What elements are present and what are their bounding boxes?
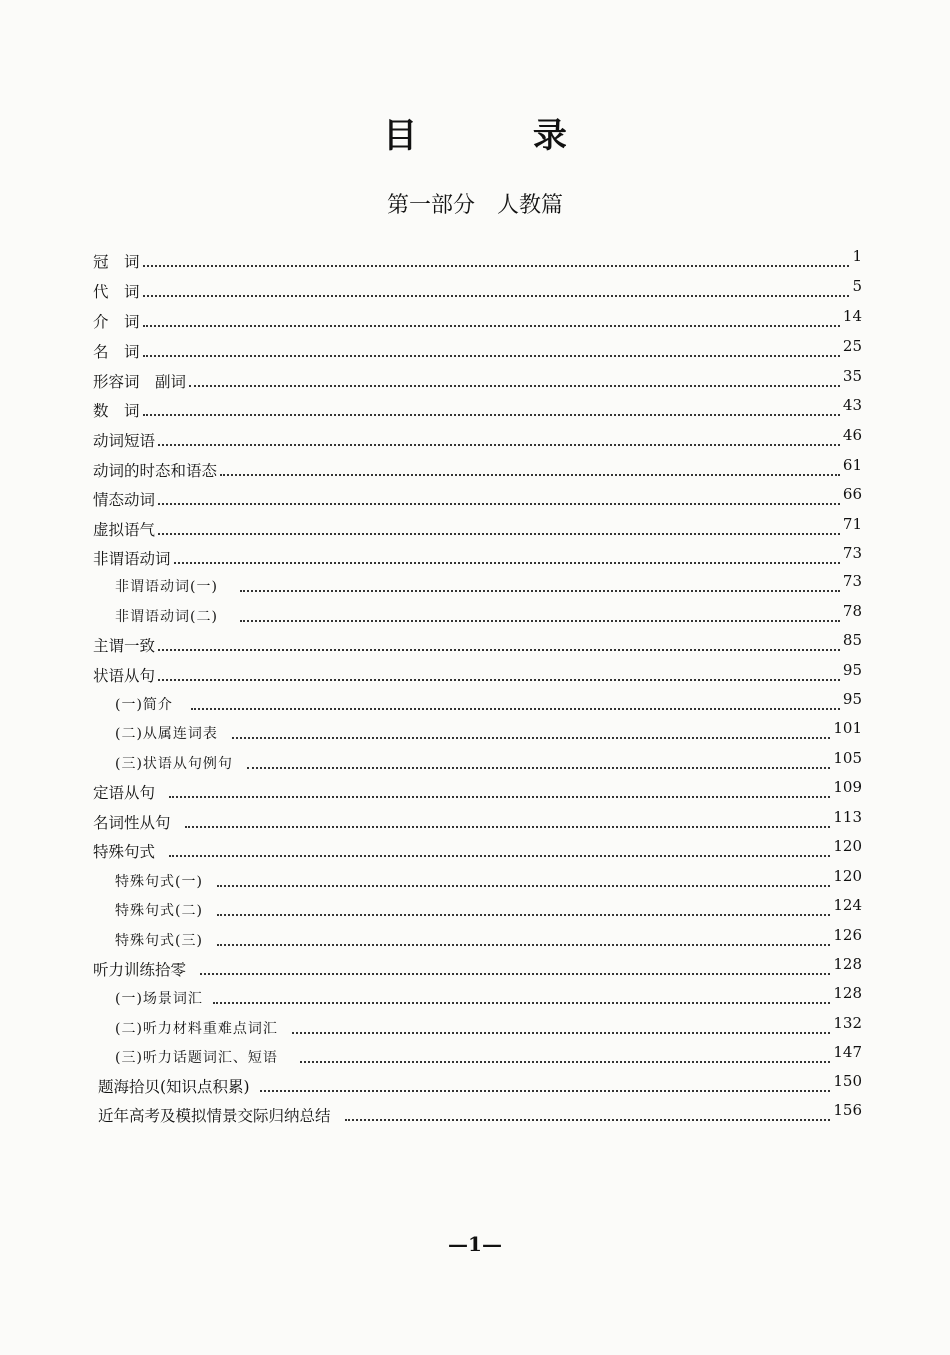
leader-dots (300, 1060, 830, 1063)
toc-subentry[interactable] (115, 691, 862, 715)
toc-entry-page: 35 (842, 367, 862, 385)
leader-dots (260, 1089, 831, 1092)
toc-entry-page: 1 (852, 247, 862, 265)
leader-dots (169, 795, 830, 798)
toc-entry[interactable] (93, 427, 862, 451)
leader-dots (240, 619, 840, 622)
toc-entry-label: (三)状语从句例句 (115, 756, 233, 772)
toc-subentry[interactable] (115, 1044, 862, 1068)
toc-entry-label: 特殊句式(三) (115, 933, 203, 949)
toc-entry-label: 听力训练拾零 (93, 961, 187, 979)
toc-subentry[interactable] (115, 868, 862, 892)
leader-dots (247, 766, 830, 769)
toc-entry-page: 126 (833, 926, 862, 944)
leader-dots (220, 473, 840, 476)
toc-entry-label: 情态动词 (93, 491, 156, 509)
leader-dots (213, 1001, 830, 1004)
leader-dots (158, 532, 840, 535)
leader-dots (200, 972, 830, 975)
toc-entry-label: 介 词 (93, 313, 140, 331)
toc-entry-page: 85 (842, 631, 862, 649)
leader-dots (240, 589, 840, 592)
toc-entry[interactable] (93, 662, 862, 686)
toc-subentry[interactable] (115, 897, 862, 921)
toc-entry-label: (一)场景词汇 (115, 991, 203, 1007)
toc-entry[interactable] (93, 956, 862, 980)
toc-entry-label: 近年高考及模拟情景交际归纳总结 (98, 1107, 331, 1125)
toc-entry-label: 动词的时态和语态 (93, 462, 218, 480)
toc-entry[interactable] (98, 1073, 862, 1097)
toc-entry-page: 95 (842, 661, 862, 679)
leader-dots (158, 678, 840, 681)
toc-entry-page: 61 (842, 456, 862, 474)
leader-dots (158, 502, 840, 505)
toc-entry-label: 冠 词 (93, 253, 140, 271)
toc-entry-page: 101 (833, 719, 862, 737)
toc-entry[interactable] (93, 516, 862, 540)
toc-entry-page: 46 (842, 426, 862, 444)
toc-entry[interactable] (93, 457, 862, 481)
leader-dots (232, 736, 830, 739)
page-title: 目 录 (383, 116, 619, 156)
leader-dots (174, 561, 840, 564)
toc-entry-page: 113 (833, 808, 862, 826)
toc-entry-page: 73 (842, 544, 862, 562)
toc-entry[interactable] (93, 779, 862, 803)
toc-entry-label: (三)听力话题词汇、短语 (115, 1050, 278, 1066)
toc-entry-label: 非谓语动词(二) (115, 609, 218, 625)
toc-entry[interactable] (93, 278, 862, 302)
toc-subentry[interactable] (115, 985, 862, 1009)
toc-entry-page: 95 (842, 690, 862, 708)
toc-entry[interactable] (93, 486, 862, 510)
toc-entry-page: 43 (842, 396, 862, 414)
toc-entry[interactable] (93, 809, 862, 833)
toc-entry-page: 128 (833, 955, 862, 973)
toc-entry-label: 非谓语动词(一) (115, 579, 218, 595)
toc-entry-label: 数 词 (93, 402, 140, 420)
toc-entry-page: 71 (842, 515, 862, 533)
leader-dots (345, 1118, 831, 1121)
page-number: —1— (448, 1232, 502, 1256)
toc-subentry[interactable] (115, 573, 862, 597)
toc-entry[interactable] (93, 308, 862, 332)
leader-dots (217, 913, 830, 916)
toc-entry-label: 状语从句 (93, 667, 156, 685)
toc-entry-label: 形容词 副词 (93, 373, 187, 391)
toc-entry-label: 名词性从句 (93, 814, 171, 832)
toc-entry[interactable] (93, 838, 862, 862)
leader-dots (191, 707, 840, 710)
part-title-name: 人教篇 (497, 193, 564, 218)
leader-dots (217, 884, 830, 887)
toc-subentry[interactable] (115, 750, 862, 774)
toc-entry-label: 定语从句 (93, 784, 156, 802)
toc-entry-label: (二)从属连词表 (115, 726, 218, 742)
toc-entry-label: (一)简介 (115, 697, 173, 713)
leader-dots (189, 384, 840, 387)
toc-entry-page: 66 (842, 485, 862, 503)
toc-entry-label: 特殊句式(一) (115, 874, 203, 890)
toc-entry-label: 非谓语动词 (93, 550, 171, 568)
toc-entry-page: 150 (833, 1072, 862, 1090)
toc-entry-page: 120 (833, 867, 862, 885)
leader-dots (143, 294, 850, 297)
toc-entry[interactable] (93, 632, 862, 656)
toc-entry-page: 5 (852, 277, 862, 295)
toc-entry-label: (二)听力材料重难点词汇 (115, 1021, 278, 1037)
leader-dots (217, 943, 830, 946)
toc-entry-page: 124 (833, 896, 862, 914)
leader-dots (143, 264, 850, 267)
toc-entry[interactable] (93, 545, 862, 569)
toc-entry-page: 120 (833, 837, 862, 855)
leader-dots (169, 854, 830, 857)
toc-entry[interactable] (93, 338, 862, 362)
toc-entry-page: 147 (833, 1043, 862, 1061)
leader-dots (143, 413, 840, 416)
leader-dots (158, 443, 840, 446)
part-title-number: 第一部分 (386, 193, 475, 218)
toc-subentry[interactable] (115, 927, 862, 951)
toc-entry-label: 动词短语 (93, 432, 156, 450)
toc-entry-page: 132 (833, 1014, 862, 1032)
leader-dots (143, 324, 840, 327)
leader-dots (292, 1031, 830, 1034)
toc-entry-page: 78 (842, 602, 862, 620)
toc-entry-label: 代 词 (93, 283, 140, 301)
toc-entry[interactable] (93, 397, 862, 421)
toc-entry-label: 特殊句式(二) (115, 903, 203, 919)
toc-subentry[interactable] (115, 720, 862, 744)
toc-entry-label: 主谓一致 (93, 637, 156, 655)
toc-entry-page: 109 (833, 778, 862, 796)
toc-entry-page: 25 (842, 337, 862, 355)
toc-entry-page: 105 (833, 749, 862, 767)
toc-subentry[interactable] (115, 603, 862, 627)
toc-entry-label: 特殊句式 (93, 843, 156, 861)
leader-dots (185, 825, 831, 828)
toc-entry[interactable] (98, 1102, 862, 1126)
leader-dots (158, 648, 840, 651)
toc-entry-page: 73 (842, 572, 862, 590)
toc-entry-page: 156 (833, 1101, 862, 1119)
toc-entry-label: 名 词 (93, 343, 140, 361)
leader-dots (143, 354, 840, 357)
toc-entry[interactable] (93, 368, 862, 392)
toc-subentry[interactable] (115, 1015, 862, 1039)
toc-entry-label: 题海拾贝(知识点积累) (98, 1078, 250, 1096)
toc-entry-label: 虚拟语气 (93, 521, 156, 539)
toc-entry-page: 128 (833, 984, 862, 1002)
toc-entry[interactable] (93, 248, 862, 272)
toc-entry-page: 14 (842, 307, 862, 325)
